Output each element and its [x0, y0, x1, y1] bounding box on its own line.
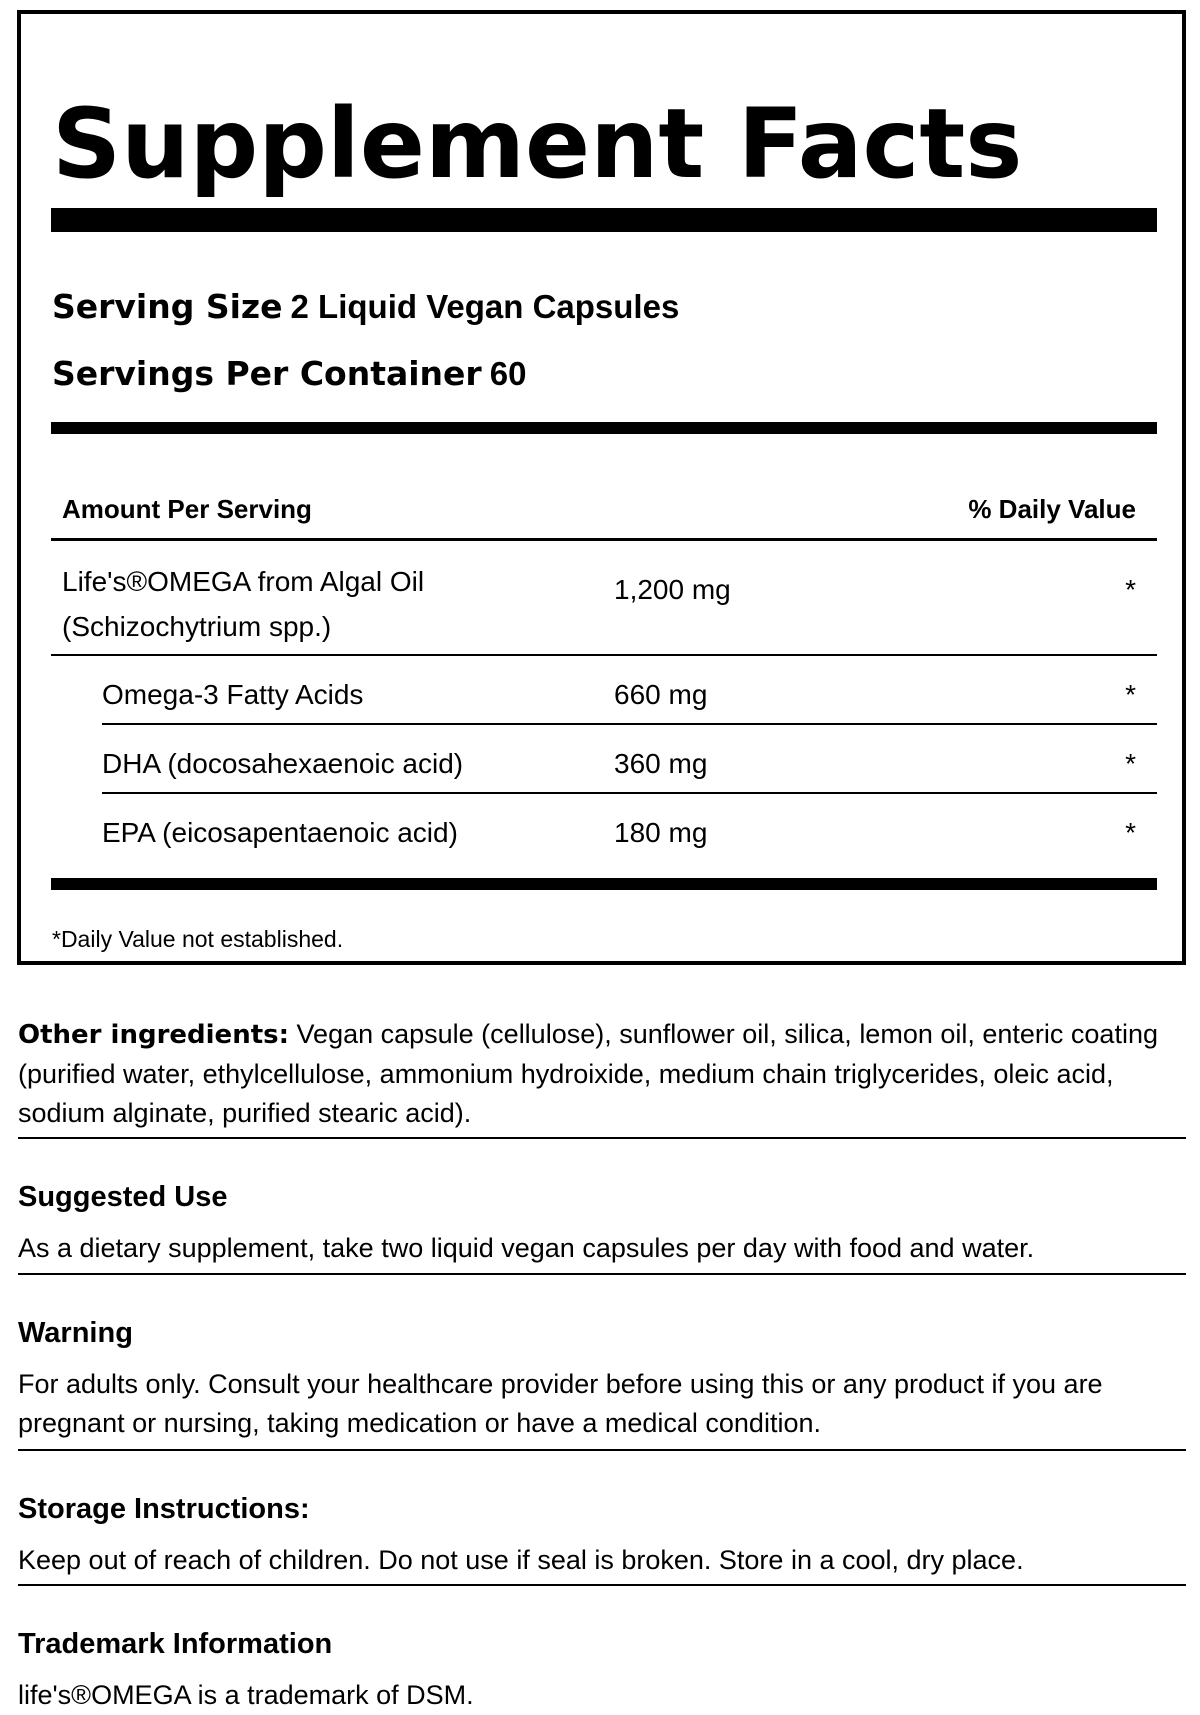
- other-ingredients-text: Vegan capsule (cellulose), sunflower oil, silica, lemon oil, enteric coating (purified water, ethylcellulose, ammonium hydroixide, medium chain triglycerides, oleic acid, sodium alginate, purified stearic acid).: [18, 1019, 1158, 1128]
- row-divider: [51, 654, 1157, 656]
- suggested-use-heading: Suggested Use: [18, 1181, 228, 1213]
- nutrient-name-line1: Life's®OMEGA from Algal Oil: [62, 566, 425, 597]
- row-divider: [102, 792, 1157, 794]
- trademark-text: life's®OMEGA is a trademark of DSM.: [18, 1680, 474, 1710]
- nutrient-name: [62, 559, 424, 649]
- nutrient-name: Omega-3 Fatty Acids: [102, 679, 364, 710]
- servings-per-container-value: 60: [489, 355, 527, 392]
- nutrient-daily-value: *: [1125, 574, 1136, 605]
- other-ingredients: [18, 1015, 1186, 1133]
- serving-size-label: Serving Size: [52, 287, 283, 326]
- storage-text: Keep out of reach of children. Do not use if seal is broken. Store in a cool, dry place.: [18, 1545, 1024, 1575]
- row-divider: [102, 723, 1157, 725]
- other-ingredients-label: Other ingredients:: [18, 1020, 290, 1050]
- warning-heading: Warning: [18, 1317, 133, 1349]
- nutrient-daily-value: *: [1125, 679, 1136, 710]
- trademark-heading: Trademark Information: [18, 1628, 333, 1660]
- section-divider: [18, 1449, 1186, 1451]
- nutrient-daily-value: *: [1125, 817, 1136, 848]
- nutrient-name-line2: (Schizochytrium spp.): [62, 611, 332, 642]
- warning-text: For adults only. Consult your healthcare provider before using this or any product if you are pregnant or nursing, taking medication or have a medical condition.: [18, 1369, 1103, 1438]
- amount-per-serving-header: Amount Per Serving: [62, 494, 312, 524]
- serving-size-value: 2 Liquid Vegan Capsules: [290, 288, 680, 325]
- storage-heading: Storage Instructions:: [18, 1493, 310, 1525]
- section-divider: [18, 1137, 1186, 1139]
- serving-rule: [51, 422, 1157, 434]
- section-divider: [18, 1584, 1186, 1586]
- title-rule: [51, 208, 1157, 232]
- suggested-use-text: As a dietary supplement, take two liquid vegan capsules per day with food and water.: [18, 1233, 1035, 1263]
- nutrient-amount: 180 mg: [614, 817, 708, 848]
- header-rule: [51, 538, 1157, 541]
- daily-value-footnote: *Daily Value not established.: [52, 926, 344, 952]
- nutrient-amount: 1,200 mg: [614, 574, 731, 605]
- servings-per-container-line: [52, 354, 526, 393]
- daily-value-header: % Daily Value: [968, 494, 1136, 524]
- nutrient-name: EPA (eicosapentaenoic acid): [102, 817, 458, 848]
- supplement-facts-panel: [17, 10, 1186, 965]
- nutrient-name: DHA (docosahexaenoic acid): [102, 748, 464, 779]
- facts-title: Supplement Facts: [52, 88, 1023, 200]
- nutrient-amount: 660 mg: [614, 679, 708, 710]
- servings-per-container-label: Servings Per Container: [52, 354, 482, 393]
- table-bottom-rule: [51, 878, 1157, 890]
- nutrient-amount: 360 mg: [614, 748, 708, 779]
- section-divider: [18, 1273, 1186, 1275]
- nutrient-daily-value: *: [1125, 748, 1136, 779]
- serving-size-line: [52, 287, 679, 326]
